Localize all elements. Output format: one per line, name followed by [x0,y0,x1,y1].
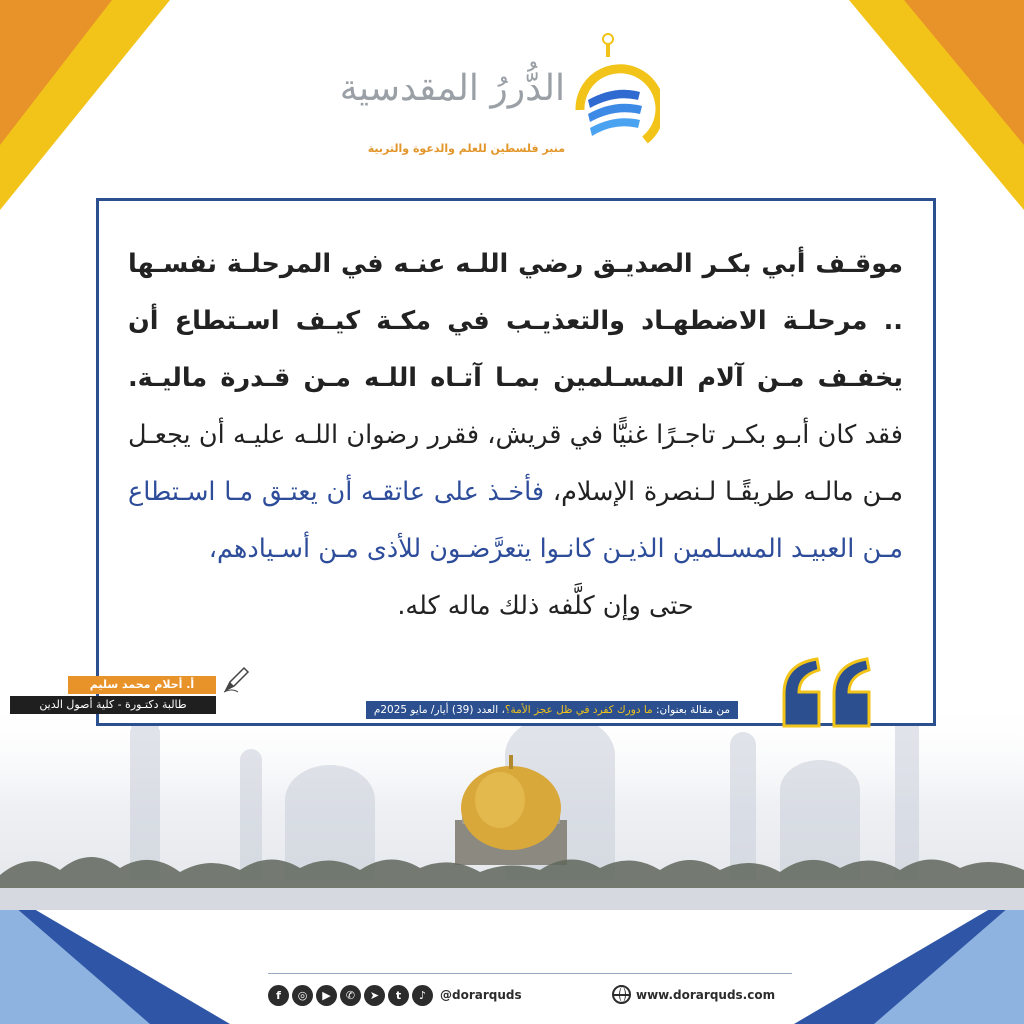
source-title: ما دورك كفرد في ظل عجز الأمة؟ [504,704,653,716]
website-link[interactable] [612,985,775,1004]
logo [339,30,660,165]
telegram-icon[interactable]: ➤ [364,985,385,1006]
quote-normal-part: فقد كان أبـو بكـر تاجـرًا غنيًّا في قريش، فقرر رضوان اللـه عليـه أن يجعـل مـن مالـه طريقًـا لـنصرة الإسلام، [128,420,903,507]
quote-last-line: حتى وإن كلَّفه ذلك ماله كله. [397,591,694,621]
quote-box [96,198,936,726]
corner-lightblue-bottom-left [0,894,150,1024]
logo-emblem-icon [570,30,660,160]
quote-bold-part: موقـف أبي بكـر الصديـق رضي اللـه عنـه في المرحلـة نفسـها .. مرحلـة الاضطهـاد والتعذيـب في مكـة كيـف اسـتطاع أن يخفـف مـن آلام المسـلمين بمـا آتـاه اللـه مـن قـدرة ماليـة. [128,249,903,393]
social-handle[interactable]: @dorarquds [440,988,522,1002]
source-prefix: من مقالة بعنوان: [652,704,730,716]
facebook-icon[interactable]: f [268,985,289,1006]
whatsapp-icon[interactable]: ✆ [340,985,361,1006]
instagram-icon[interactable]: ◎ [292,985,313,1006]
author-name: أ. أحلام محمد سليم [68,676,216,694]
author-role: طالبة دكتـورة - كلية أصول الدين [10,696,216,714]
pen-icon [222,664,252,694]
logo-subtitle: منبر فلسطين للعلم والدعوة والتربية [367,142,565,155]
quotation-mark-icon [779,656,879,731]
logo-title: الدُّررُ المقدسية [339,68,565,109]
twitter-icon[interactable]: t [388,985,409,1006]
quote-blue-part: فأخـذ على عاتقـه أن يعتـق مـا اسـتطاع مـن العبيـد المسـلمين الذيـن كانـوا يتعرَّضـون للأذى مـن أسـيادهم، [128,477,903,564]
social-links [268,984,522,1006]
source-citation [366,701,738,719]
jerusalem-skyline-image [0,700,1024,910]
quote-text [128,236,903,635]
source-suffix: ، العدد (39) أيار/ مايو 2025م [373,704,505,716]
footer-divider [268,973,792,974]
globe-icon [612,985,631,1004]
website-url[interactable]: www.dorarquds.com [636,987,776,1002]
tiktok-icon[interactable]: ♪ [412,985,433,1006]
youtube-icon[interactable]: ▶ [316,985,337,1006]
corner-lightblue-bottom-right [874,894,1024,1024]
